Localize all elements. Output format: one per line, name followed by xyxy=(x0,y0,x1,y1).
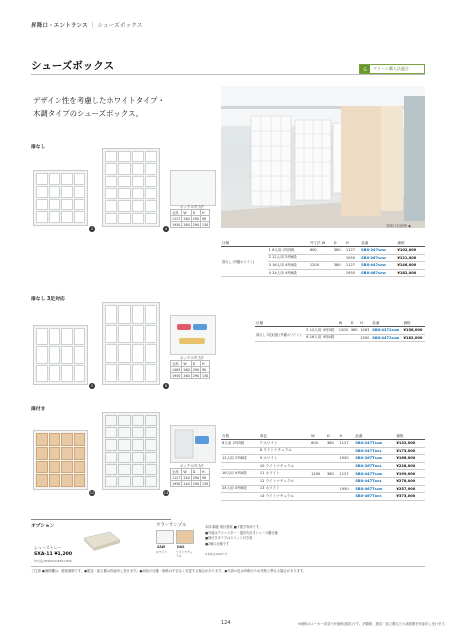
green-purchase-badge: G グリーン購入法適合 xyxy=(359,64,425,74)
green-leaf-icon: G xyxy=(360,65,370,73)
price-table-1: 仕様 外寸法 W D H 品番 価格 扉なし (外観ホワイト) 1 6人用 2列3段 600 380 1127 SBX-247SAW ¥102,000 2 12人用 2列6段 1950 SBX-267SAW ¥121,000 3 16人用 4列4段 1200 380 1127 SBX-447SAW ¥146,000 4 24人用 4列6段 1950 SBX-467SAW ¥182,000 xyxy=(221,240,425,277)
box-detail-image xyxy=(170,315,216,355)
headline: デザイン性を考慮したホワイトタイプ・ 木調タイプのシューズボックス。 xyxy=(33,96,165,118)
cabinet-illustration-wood xyxy=(33,430,88,490)
section-title: 扉なし xyxy=(31,145,46,150)
option-rule xyxy=(31,519,171,520)
photo-caption: 昇降口収納例 ◆ xyxy=(386,224,411,228)
swatch-light-natural xyxy=(176,530,194,544)
item-number-marker: 5 xyxy=(90,384,94,388)
option-name: シューズトレー xyxy=(34,545,62,550)
box-detail-image xyxy=(170,425,216,463)
box-detail-image xyxy=(170,170,216,206)
features-list: 本体:鋼板 焼付塗装 ■下置き専用です。 ■外装はアジャスター・通気孔付きシューズ棚仕様 ■扉付きタイプはスリット付き扉 ■2個口仕様です xyxy=(205,525,278,546)
color-sample-title: カラーサンプル xyxy=(156,523,187,528)
item-number-marker: 6 xyxy=(164,384,168,388)
section-title: 扉付き xyxy=(31,407,46,412)
box-dimension-table: 全高 W D H 1463 260 290 90 1950 260 290 130 xyxy=(172,361,209,378)
footer-note: ※価格はメーカー希望小売価格(税抜)です。消費税、運送・組立費などの諸経費を別途申し受けます。 xyxy=(298,622,448,626)
box-dimension-table: 全高 W D H 1127 240 290 90 1950 240 290 130 xyxy=(172,469,209,486)
item-number-marker: 4 xyxy=(164,227,168,231)
color-remark: ※本体はSAWです xyxy=(205,552,228,556)
title-rule xyxy=(31,74,425,75)
cabinet-illustration-24 xyxy=(102,148,160,227)
footer-rule xyxy=(31,566,425,567)
spec-label: ボックス内寸法 xyxy=(180,356,204,360)
box-dimension-table: 全高 W D H 1127 260 290 90 1950 260 290 130 xyxy=(172,210,209,227)
page-number: 124 xyxy=(221,620,231,626)
price-table-2: 仕様 W D H 品番 価格 扉なし 3足収納 (外観ホワイト) 5 12人用 4列3段 1200 380 1463 SBX-4372SAW ¥156,000 6 16人用 4列4段 1950 SBX-4472SAW ¥182,000 xyxy=(255,320,425,342)
section-title: 扉なし 3足対応 xyxy=(31,297,65,302)
price-table-3: 台数 扉色 W D H 品番 価格 6人用 2列3段 7 ホワイト 600 380 1127 SBX-247TSAW ¥132,000 8 ライトナチュラル SBX-247TDAS ¥173,000 12人用 2列6段 9 ホワイト 1950 SBX-267TSAW ¥166,000 10 ライトナチュラル SBX-267TDAS ¥228,000 16人用 4列4段 11 ホワイト 1200 380 1127 SBX-447TSAW ¥199,000 12 ライトナチュラル SBX-447TDAS ¥278,000 24人用 4列6段 13 ホワイト 1950 SBX-467TSAW ¥257,000 14 ライトナチュラル SBX-467TDAS ¥373,000 xyxy=(221,433,425,501)
swatch-name: ライトナチュラル xyxy=(176,550,193,558)
cabinet-illustration-16 xyxy=(33,170,88,226)
breadcrumb: 昇降口・エントランス ｜ シューズボックス xyxy=(31,23,143,29)
item-number-marker: 13 xyxy=(163,491,169,495)
cabinet-illustration-16 xyxy=(102,302,160,385)
option-note: 外寸法:W320×D330×H32 xyxy=(34,559,72,563)
swatch-white xyxy=(156,530,174,544)
shoe-tray-image xyxy=(80,530,122,552)
spec-label: ボックス内寸法 xyxy=(180,205,204,209)
swatch-name: ホワイト xyxy=(156,550,168,554)
cabinet-illustration-12 xyxy=(33,325,88,385)
option-code-price: SXA-11 ¥1,200 xyxy=(34,552,73,557)
swatch-code: SAW xyxy=(157,545,166,549)
footnote: ご注意 ●価格欄は、税抜価格です。●配送・組立費は別途申し受けます。●商品の仕様・価格は予告なく変更する場合があります。●写真の色は印刷のため実物と異なる場合があります。 xyxy=(31,569,307,573)
page-title: シューズボックス xyxy=(31,60,115,72)
item-number-marker: 3 xyxy=(90,227,94,231)
installation-photo xyxy=(221,86,425,228)
spec-label: ボックス内寸法 xyxy=(180,464,204,468)
cabinet-illustration-doors xyxy=(102,412,160,490)
item-number-marker: 12 xyxy=(89,491,95,495)
option-title: オプション xyxy=(31,524,55,529)
swatch-code: DAS xyxy=(177,545,185,549)
